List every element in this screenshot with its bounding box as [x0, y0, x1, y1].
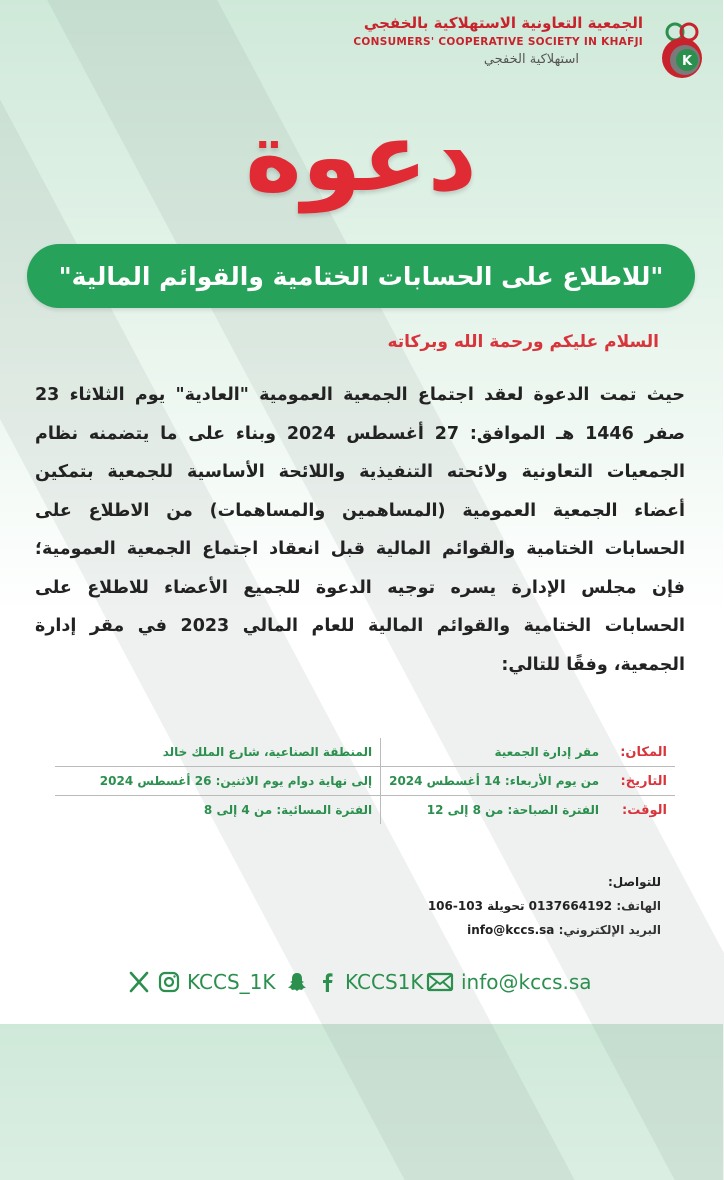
social-email[interactable]: [426, 970, 593, 994]
place-label: المكان:: [621, 744, 668, 760]
date-end: إلى نهاية دوام يوم الاثنين: 26 أغسطس 2024: [56, 767, 382, 796]
phone-label: الهاتف:: [617, 899, 662, 913]
social-handle-x: KCCS_1K: [188, 970, 277, 994]
time-morning: الفترة الصباحة: من 8 إلى 12: [382, 796, 608, 825]
social-handle-facebook: KCCS1K: [346, 970, 425, 994]
org-name-arabic: الجمعية التعاونية الاستهلاكية بالخفجي: [364, 14, 644, 32]
header: [352, 14, 712, 82]
date-label: التاريخ:: [608, 767, 676, 796]
snapchat-icon: [286, 970, 310, 994]
subtitle-banner: [28, 244, 696, 308]
body-paragraph: حيث تمت الدعوة لعقد اجتماع الجمعية العمومية "العادية" يوم الثلاثاء 23 صفر 1446 هـ الموافق: 27 أغسطس 2024 وبناء على ما يتضمنه نظام الجمعيات التعاونية ولائحته التنفيذية واللائحة الأساسية للجمعية بتمكين أعضاء الجمعية العمومية (المساهمين والمساهمات) من الاطلاع على الحسابات الختامية والقوائم المالية قبل انعقاد اجتماع الجمعية العمومية؛ فإن مجلس الإدارة يسره توجيه الدعوة للجميع الأعضاء للاطلاع على الحسابات الختامية والقوائم المالية للعام المالي 2023 في مقر إدارة الجمعية، وفقًا للتالي:: [36, 385, 686, 675]
details-table: [56, 738, 676, 824]
contact-heading: للتواصل:: [608, 875, 662, 889]
social-email-text: info@kccs.sa: [462, 970, 593, 994]
time-evening: الفترة المسائية: من 4 إلى 8: [56, 796, 382, 825]
social-snap-facebook[interactable]: [286, 970, 425, 994]
email-label: البريد الإلكتروني:: [559, 923, 662, 937]
place-address: المنطقة الصناعية، شارع الملك خالد: [163, 745, 374, 759]
table-row: [56, 738, 676, 767]
x-icon: [128, 970, 152, 994]
email-value[interactable]: info@kccs.sa: [468, 923, 556, 937]
contact-section: [429, 870, 662, 942]
org-name-english: CONSUMERS' COOPERATIVE SOCIETY IN KHAFJI: [354, 36, 644, 48]
facebook-icon: [316, 970, 340, 994]
org-short-name: استهلاكية الخفجي: [484, 52, 580, 67]
instagram-icon: [158, 970, 182, 994]
kccs-logo-icon: [654, 18, 712, 82]
mail-icon: [426, 970, 456, 994]
contact-email: [429, 918, 662, 942]
date-start: من يوم الأربعاء: 14 أغسطس 2024: [382, 767, 608, 796]
place-value: مقر إدارة الجمعية: [382, 738, 608, 767]
phone-value[interactable]: 0137664192 تحويلة 103-106: [428, 899, 614, 913]
page-title: دعوة: [246, 101, 478, 213]
time-label: الوقت:: [608, 796, 676, 825]
greeting: السلام عليكم ورحمة الله وبركاته: [388, 332, 660, 352]
svg-text:K: K: [682, 54, 694, 69]
table-row: [56, 796, 676, 825]
contact-phone: [429, 894, 662, 918]
social-x-instagram[interactable]: [128, 970, 277, 994]
subtitle-text: "للاطلاع على الحسابات الختامية والقوائم المالية": [59, 261, 665, 291]
table-row: [56, 767, 676, 796]
